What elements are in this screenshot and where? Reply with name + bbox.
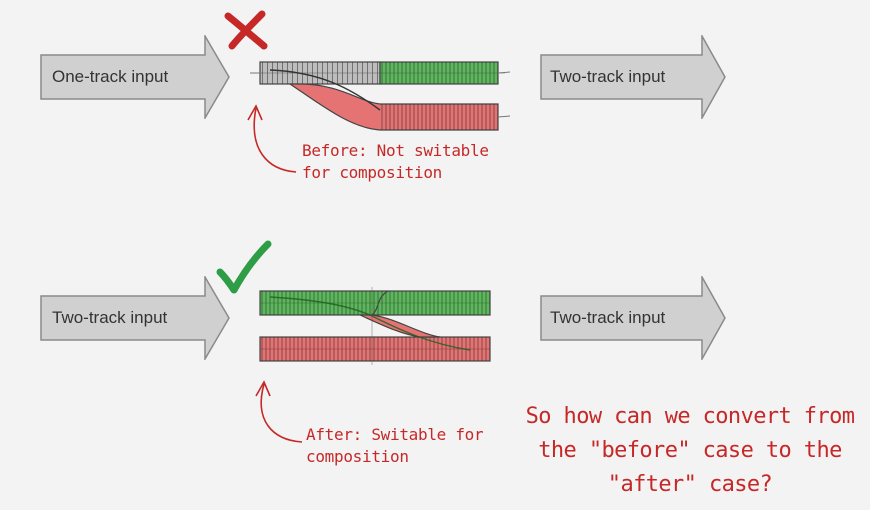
- top-switch-track: [250, 62, 510, 130]
- question-text: [520, 400, 860, 502]
- top-note-line-2: for composition: [302, 163, 442, 182]
- cross-icon: [228, 14, 264, 46]
- top-note: [302, 140, 489, 184]
- top-annotation-arrow: [248, 106, 296, 172]
- bottom-note-line-1: After: Switable for: [306, 425, 484, 444]
- bottom-input-label: Two-track input: [52, 308, 168, 327]
- question-line-1: So how can we convert from: [525, 404, 855, 429]
- bottom-annotation-arrow: [256, 382, 302, 442]
- question-line-2: the "before" case to the: [538, 438, 842, 463]
- top-note-line-1: Before: Not switable: [302, 141, 489, 160]
- bottom-output-label: Two-track input: [550, 308, 666, 327]
- bottom-note: [306, 424, 483, 468]
- bottom-note-line-2: composition: [306, 447, 409, 466]
- bottom-switch-track: [260, 287, 490, 365]
- top-output-label: Two-track input: [550, 67, 666, 86]
- question-line-3: "after" case?: [607, 472, 773, 497]
- top-input-label: One-track input: [52, 67, 169, 86]
- check-icon: [220, 244, 268, 290]
